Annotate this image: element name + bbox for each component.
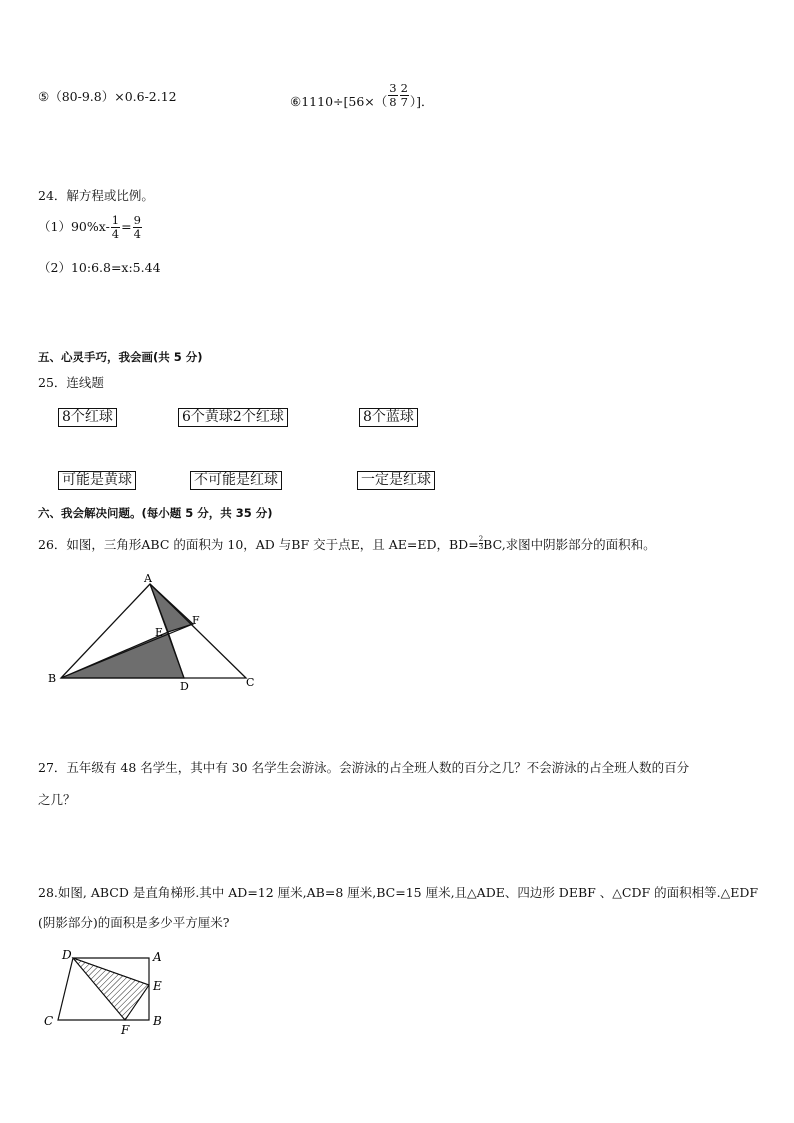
q28-label-a: A: [153, 950, 162, 964]
q23-item6-fraction-2: $\frac{2}{7}$: [400, 81, 408, 109]
q27-line-2: 之几？: [38, 792, 76, 807]
q25-top-box-2: 6个黄球2个红球: [178, 408, 288, 427]
q28-line-2: (阴影部分)的面积是多少平方厘米?: [38, 915, 230, 930]
q24-eq1-prefix: （1）90%x-: [38, 219, 110, 234]
q25-bottom-box-2: 不可能是红球: [190, 471, 282, 490]
q28-shaded-triangle-def: [73, 958, 149, 1020]
q25-bottom-box-1: 可能是黄球: [58, 471, 136, 490]
q23-item6: [290, 82, 434, 109]
q26-label-f: F: [192, 614, 200, 627]
q26-label-c: C: [246, 676, 255, 689]
q24-equation-2: （2）10:6.8=x:5.44: [38, 260, 161, 275]
q27-line-1: 27．五年级有 48 名学生，其中有 30 名学生会游泳。会游泳的占全班人数的百分之几？不会游泳的占全班人数的百分: [38, 760, 690, 775]
q28-label-d: D: [62, 948, 72, 962]
q28-trapezoid-figure: [40, 945, 180, 1040]
q26-triangle-figure: [44, 570, 264, 690]
q26-label-b: B: [48, 672, 57, 685]
q24-title: 24．解方程或比例。: [38, 188, 154, 203]
q26-label-a: A: [144, 572, 152, 585]
q24-eq1-fraction-2: $\frac{9}{4}$: [133, 213, 141, 241]
q24-eq1-fraction-1: $\frac{1}{4}$: [111, 213, 120, 241]
q28-line-1: 28.如图, ABCD 是直角梯形.其中 AD=12 厘米,AB=8 厘米,BC=15 厘米,且△ADE、四边形 DEBF 、△CDF 的面积相等.△EDF: [38, 885, 759, 900]
q28-label-b: B: [153, 1014, 162, 1028]
q28-label-e: E: [153, 979, 162, 993]
q24-eq1-equals: =: [121, 219, 132, 234]
q24-equation-1: [38, 214, 143, 241]
q25-top-box-1: 8个红球: [58, 408, 117, 427]
q25-top-box-3: 8个蓝球: [359, 408, 418, 427]
q28-label-f: F: [121, 1023, 130, 1037]
q23-item5: ⑤（80-9.8）×0.6-2.12: [38, 89, 177, 104]
q26-text-before: 26．如图，三角形ABC 的面积为 10，AD 与BF 交于点E，且 AE=ED，BD=: [38, 537, 479, 552]
q23-item6-prefix: ⑥1110÷[56×（: [290, 94, 388, 109]
q26-label-d: D: [180, 680, 189, 690]
q25-title: 25．连线题: [38, 375, 104, 390]
q26-text-after: BC,求图中阴影部分的面积和。: [483, 537, 656, 552]
section5-title: 五、心灵手巧，我会画(共 5 分): [38, 350, 203, 364]
section6-title: 六、我会解决问题。(每小题 5 分，共 35 分): [38, 506, 273, 520]
q26-label-e: E: [155, 626, 164, 639]
q26-text: [38, 537, 656, 553]
q23-item6-fraction-1: $\frac{3}{8}$: [389, 81, 397, 109]
q25-bottom-box-3: 一定是红球: [357, 471, 435, 490]
q28-label-c: C: [44, 1014, 54, 1028]
q23-item6-suffix: ）]．: [409, 94, 434, 109]
q26-fraction: $\frac{2}{3}$: [478, 535, 484, 551]
